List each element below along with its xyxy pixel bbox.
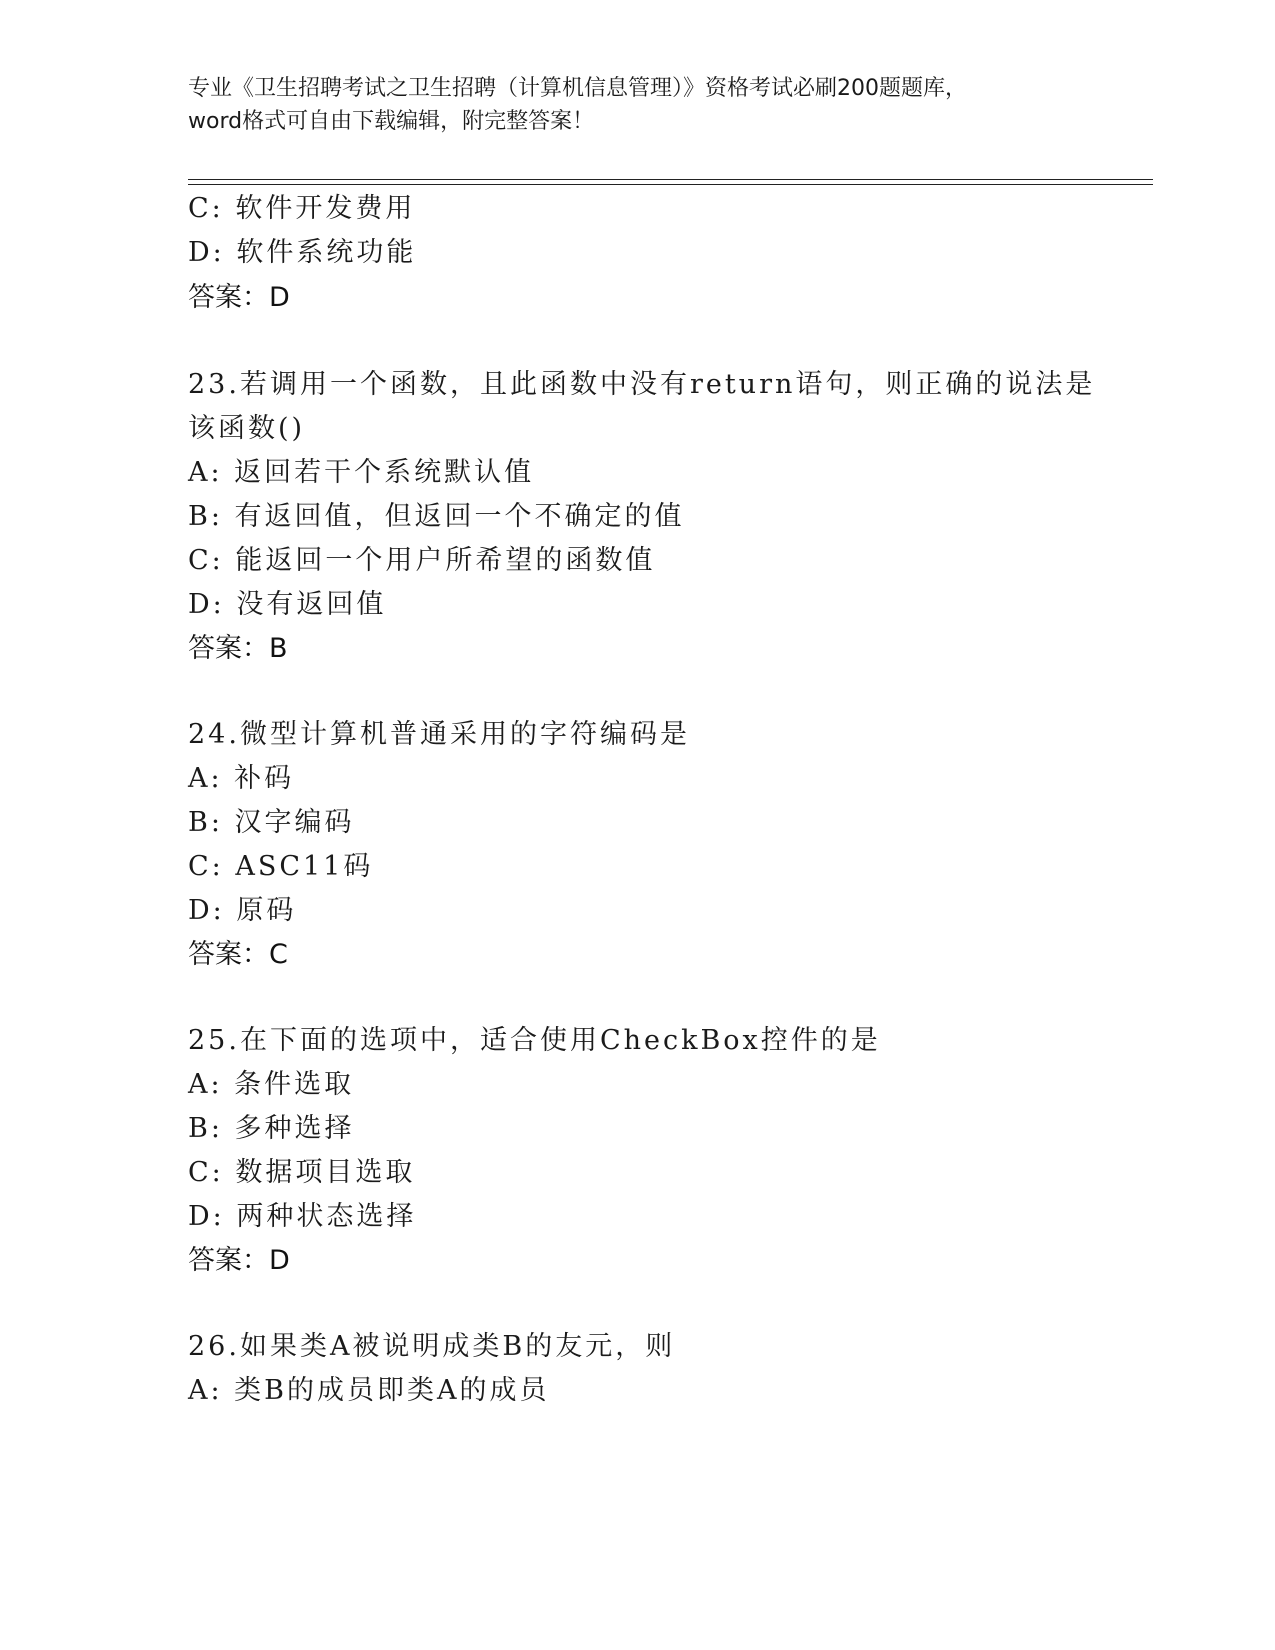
q24-stem: 24.微型计算机普通采用的字符编码是 bbox=[188, 719, 690, 750]
q26-option-a: A: 类B的成员即类A的成员 bbox=[188, 1375, 550, 1406]
q23-option-a: A: 返回若干个系统默认值 bbox=[188, 457, 535, 488]
q25-option-d: D: 两种状态选择 bbox=[188, 1201, 417, 1232]
header-title-line-2: word格式可自由下载编辑，附完整答案！ bbox=[188, 109, 595, 134]
q24-option-c: C: ASC11码 bbox=[188, 851, 374, 882]
q24-option-d: D: 原码 bbox=[188, 895, 297, 926]
header-divider-top bbox=[188, 179, 1153, 180]
carry-option-d: D: 软件系统功能 bbox=[188, 237, 417, 268]
q25-stem: 25.在下面的选项中，适合使用CheckBox控件的是 bbox=[188, 1025, 881, 1056]
q25-option-c: C: 数据项目选取 bbox=[188, 1157, 416, 1188]
header-divider-bottom bbox=[188, 184, 1153, 185]
carry-option-c: C: 软件开发费用 bbox=[188, 193, 416, 224]
q25-option-a: A: 条件选取 bbox=[188, 1069, 355, 1100]
q25-answer: 答案：D bbox=[188, 1245, 290, 1276]
header-title-line-1: 专业《卫生招聘考试之卫生招聘（计算机信息管理）》资格考试必刷200题题库， bbox=[188, 76, 967, 101]
q24-answer: 答案：C bbox=[188, 939, 288, 970]
q23-answer: 答案：B bbox=[188, 633, 288, 664]
document-header bbox=[188, 72, 1088, 138]
q23-stem-line-1: 23.若调用一个函数，且此函数中没有return语句，则正确的说法是 bbox=[188, 369, 1096, 400]
q23-stem-line-2: 该函数() bbox=[188, 413, 306, 444]
q24-option-b: B: 汉字编码 bbox=[188, 807, 355, 838]
q23-option-c: C: 能返回一个用户所希望的函数值 bbox=[188, 545, 656, 576]
q23-option-d: D: 没有返回值 bbox=[188, 589, 387, 620]
q25-option-b: B: 多种选择 bbox=[188, 1113, 355, 1144]
q23-option-b: B: 有返回值，但返回一个不确定的值 bbox=[188, 501, 685, 532]
q26-stem: 26.如果类A被说明成类B的友元，则 bbox=[188, 1331, 676, 1362]
carry-answer: 答案：D bbox=[188, 282, 290, 313]
q24-option-a: A: 补码 bbox=[188, 763, 295, 794]
